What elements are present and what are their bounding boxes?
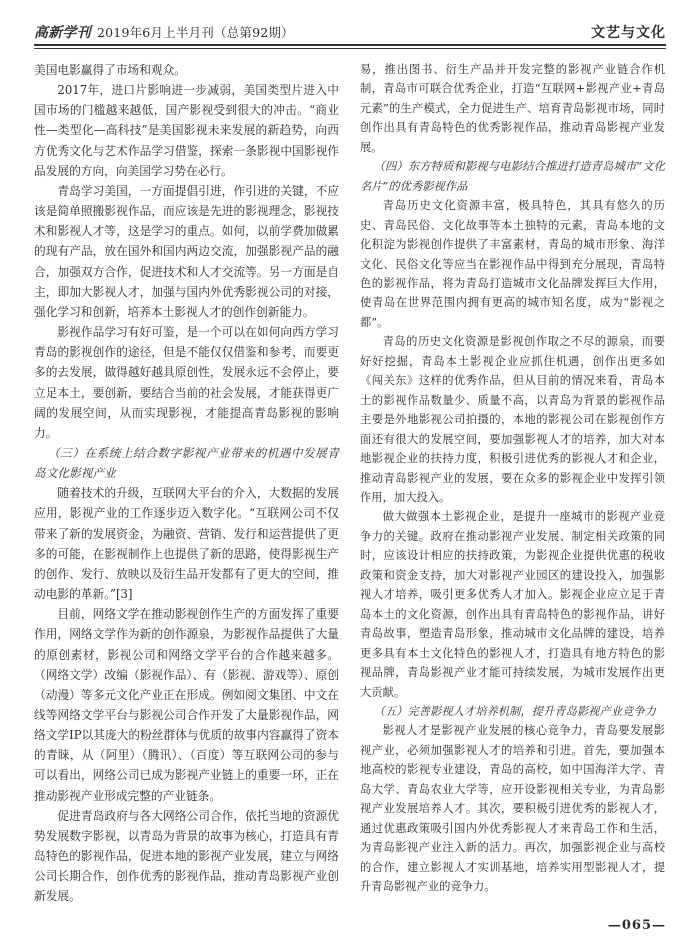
section-heading: （四）东方特质和影视与电影结合推进打造青岛城市“文化名片”的优秀影视作品 [360, 160, 665, 193]
paragraph: 目前，网络文学在推动影视创作生产的方面发挥了重要作用，网络文学作为新的创作源泉，为影视作品提供了大量的原创素材，影视公司和网络文学平台的合作越来越多。（网络文学）改编（影视作品）、有（影视、游戏等）、原创（动漫）等多元文化产业正在形成。例如阅文集团、中文在线等网络文学平台与影视公司合作开发了大量影视作品，网络文学IP以其庞大的粉丝群体与优质的故事内容赢得了资本的青睐，从（阿里）（腾讯）、（百度）等互联网公司的参与可以看出，网络公司已成为影视产业链上的重要一环，正在推动影视产业形成完整的产业链条。 [34, 607, 339, 803]
header-left [34, 22, 294, 42]
right-column [360, 60, 665, 896]
page-header [34, 20, 666, 44]
header-rule [34, 44, 666, 46]
paragraph: 青岛历史文化资源丰富，极具特色，其具有悠久的历史、青岛民俗、文化故事等本土独特的元素，青岛本地的文化积淀为影视创作提供了丰富素材，青岛的城市形象、海洋文化、民俗文化等应当在影视作品中得到充分展现，青岛特色的影视作品，将为青岛打造城市文化品牌发挥巨大作用，使青岛在世界范围内拥有更高的城市知名度，成为“影视之都”。 [360, 199, 665, 329]
paragraph: 做大做强本土影视企业，是提升一座城市的影视产业竞争力的关键。政府在推动影视产业发展、制定相关政策的同时，应该设计相应的扶持政策，为影视企业提供优惠的税收政策和资金支持，加大对影视产业园区的建设投入，加强影视人才培养，吸引更多优秀人才加入。影视企业应立足于青岛本土的文化资源，创作出具有青岛特色的影视作品，讲好青岛故事，塑造青岛形象，推动城市文化品牌的建设，培养更多具有本土文化特色的影视人才，打造具有地方特色的影视品牌，青岛影视产业才能可持续发展，为城市发展作出更大贡献。 [360, 510, 665, 699]
paragraph: 随着技术的升级，互联网大平台的介入，大数据的发展应用，影视产业的工作逐步迈入数字化。“互联网公司不仅带来了新的发展资金，为融资、营销、发行和运营提供了更多的可能，在影视制作上也提供了新的思路，使得影视生产的创作、发行、放映以及衍生品开发都有了更大的空间，推动电影的革新。”[3] [34, 486, 339, 602]
page-number: —065— [607, 918, 666, 933]
paragraph: 美国电影赢得了市场和观众。 [34, 63, 186, 77]
paragraph: 青岛的历史文化资源是影视创作取之不尽的源泉，而要好好挖掘，青岛本土影视企业应抓住机遇，创作出更多如《闯关东》这样的优秀作品，但从目前的情况来看，青岛本土的影视作品数量少、质量不高，以青岛为背景的影视作品主要是外地影视公司拍摄的，本地的影视公司在影视创作方面还有很大的发展空间，要加强影视人才的培养，加大对本地影视企业的扶持力度，积极引进优秀的影视人才和企业，推动青岛影视产业的发展，要在众多的影视企业中发挥引领作用，加大投入。 [360, 335, 665, 504]
paragraph: 青岛学习美国，一方面提倡引进，作引进的关键，不应该是简单照搬影视作品，而应该是先进的影视理念，影视技术和影视人才等，这是学习的重点。如何，以前学费加做累的现有产品，放在国外和国内两边交流，加强影视产品的融合，加强双方合作，促进技术和人才交流等。另一方面是自主，即加大影视人才，加强与国内外优秀影视公司的对接，强化学习和创新，培养本土影视人才的创作创新能力。 [34, 183, 339, 319]
paragraph: 促进青岛政府与各大网络公司合作，依托当地的资源优势发展数字影视，以青岛为背景的故事为核心，打造具有青岛特色的影视作品，促进本地的影视产业发展，建立与网络公司长期合作，创作优秀的影视作品，推动青岛影视产业创新发展。 [34, 808, 339, 904]
left-column [34, 60, 339, 907]
journal-name: 高新学刊 [34, 25, 91, 41]
issue-info: 2019年6月上半月刊（总第92期） [97, 25, 294, 40]
paragraph: 影视作品学习有好可鉴，是一个可以在如何向西方学习青岛的影视创作的途径，但是不能仅仅借鉴和参考，而要更多的去发展，做得越好越具原创性，发展永远不会停止，要立足本土，要创新，要结合当前的社会发展，才能获得更广阔的发展空间，从而实现影视，才能提高青岛影视的影响力。 [34, 325, 339, 440]
paragraph: 2017年，进口片影响进一步减弱，美国类型片进入中国市场的门槛越来越低，国产影视受到很大的冲击。“商业性—类型化—高科技”是美国影视未来发展的新趋势，向西方优秀文化与艺术作品学习借鉴，探索一条影视中国影视作品发展的方向，向美国学习势在必行。 [34, 83, 339, 178]
section-heading: （三）在系统上结合数字影视产业带来的机遇中发展青岛文化影视产业 [34, 445, 339, 481]
header-rule-thin [34, 48, 666, 49]
paragraph: 影视人才是影视产业发展的核心竞争力，青岛要发展影视产业，必须加强影视人才的培养和引进。首先，要加强本地高校的影视专业建设，青岛的高校，如中国海洋大学、青岛大学、青岛农业大学等，应开设影视相关专业，为青岛影视产业发展培养人才。其次，要积极引进优秀的影视人才，通过优惠政策吸引国内外优秀影视人才来青岛工作和生活，为青岛影视产业注入新的活力。再次，加强影视企业与高校的合作，建立影视人才实训基地，培养实用型影视人才，提升青岛影视产业的竞争力。 [360, 724, 665, 894]
paragraph: 易，推出图书、衍生产品并开发完整的影视产业链合作机制，青岛市可联合优秀企业，打造“互联网+影视产业+青岛元素”的生产模式，全力促进生产、培育青岛影视市场，同时创作出具有青岛特色的优秀影视作品，推动青岛影视产业发展。 [360, 63, 665, 154]
section-name: 文艺与文化 [591, 25, 666, 41]
section-heading: （五）完善影视人才培养机制，提升青岛影视产业竞争力 [373, 704, 656, 718]
